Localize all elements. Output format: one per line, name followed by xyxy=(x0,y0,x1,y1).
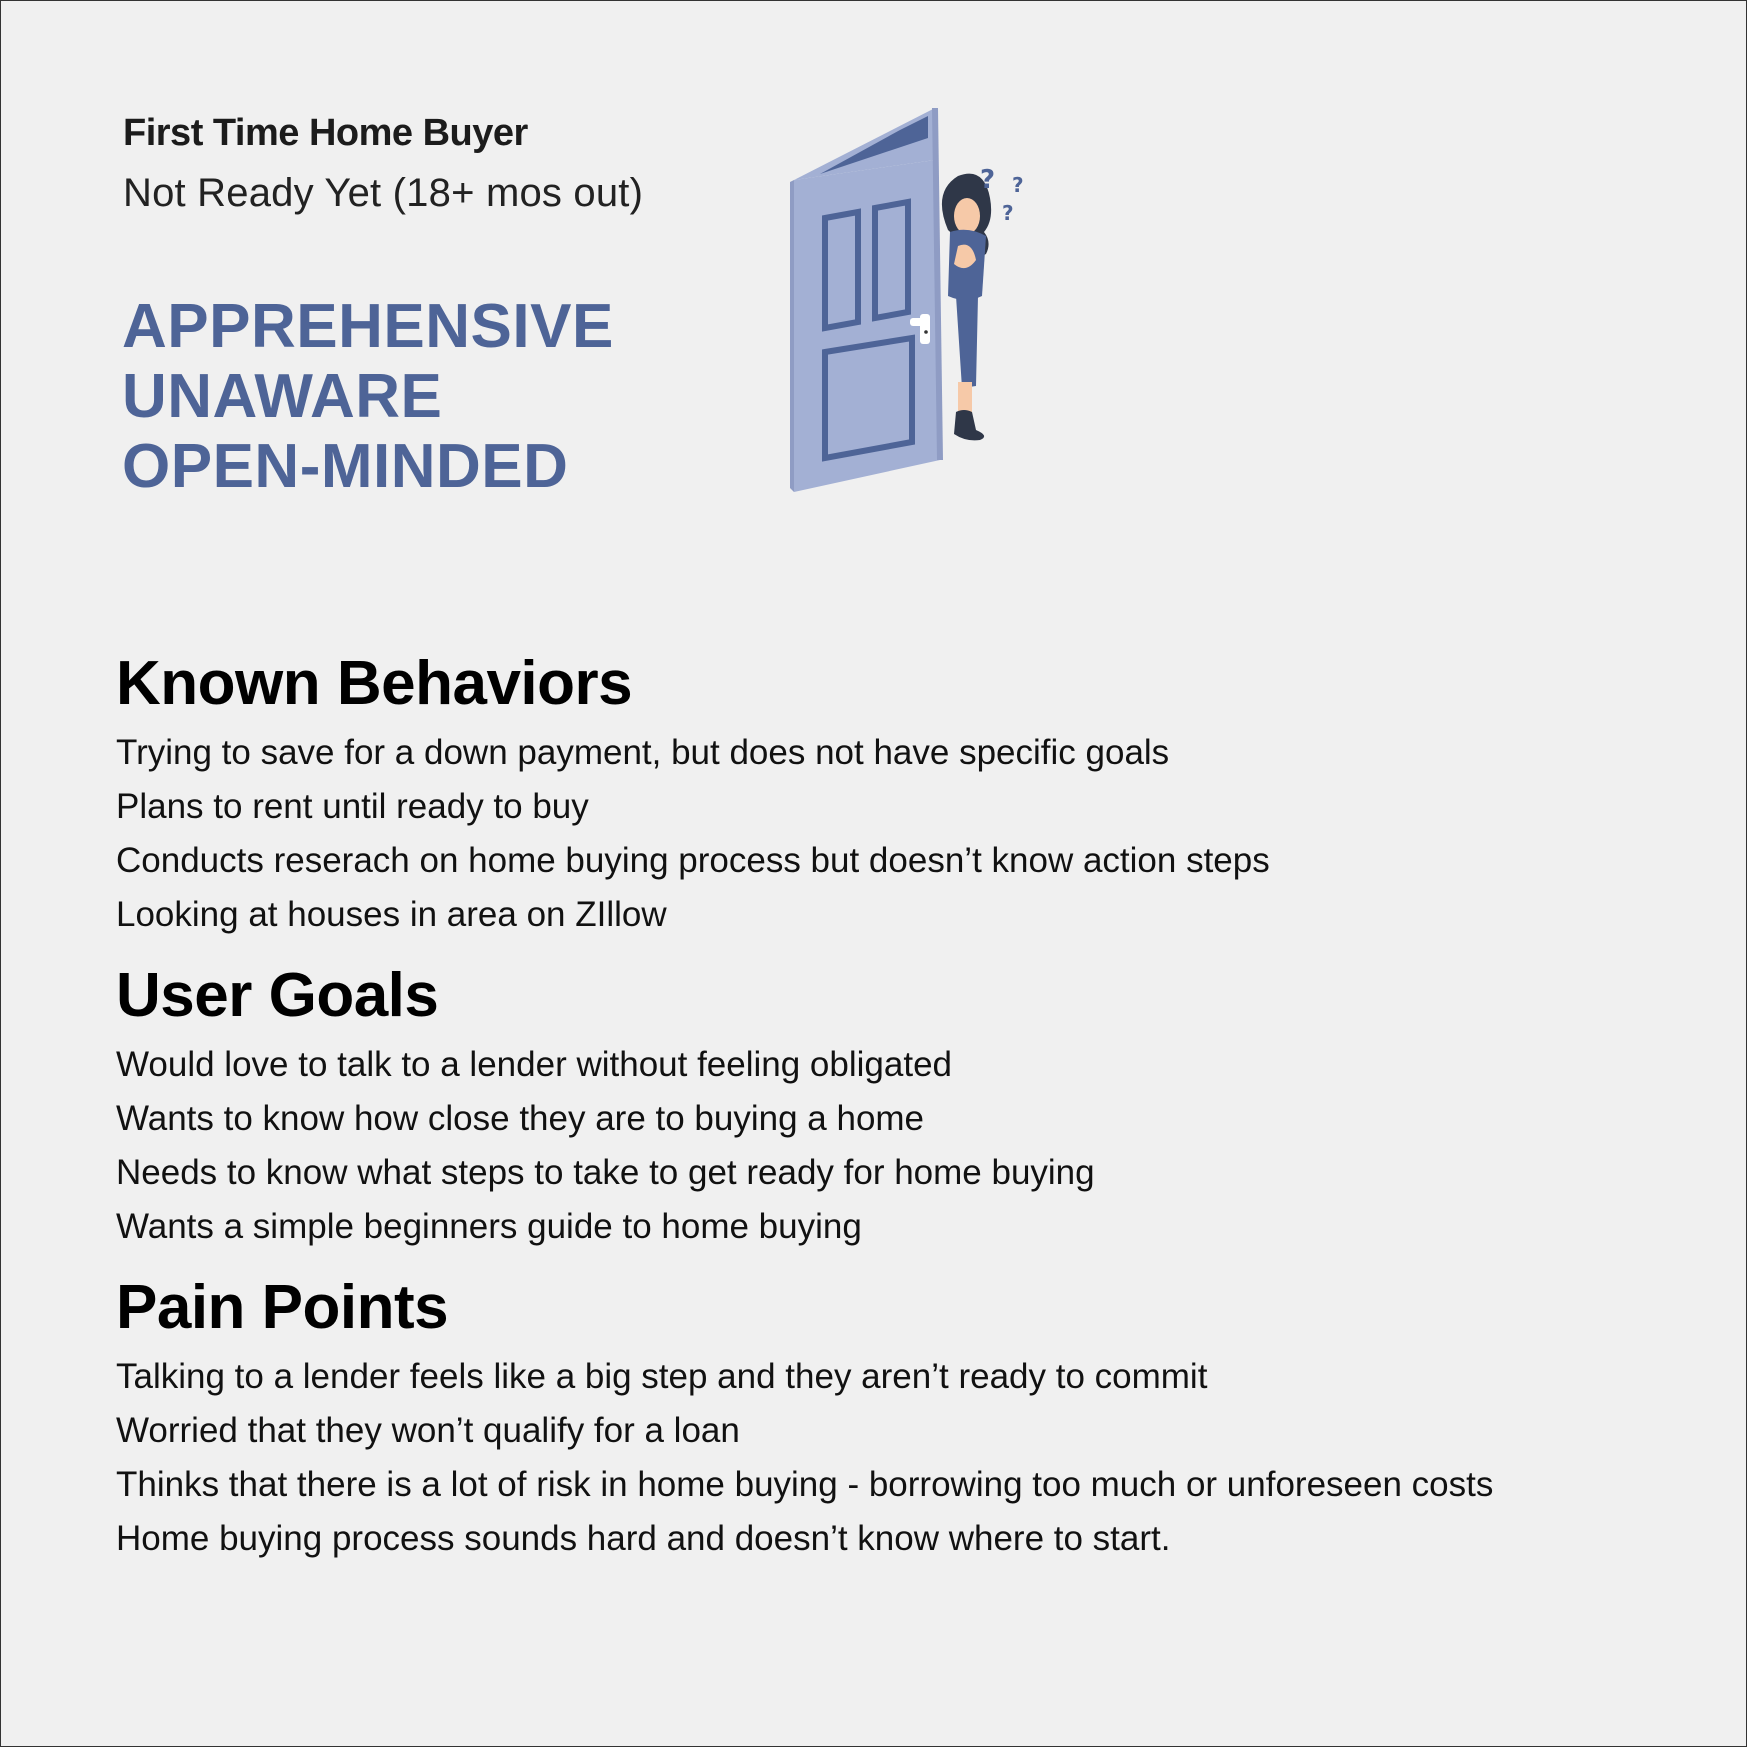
section-title: User Goals xyxy=(116,961,439,1030)
list-item: Would love to talk to a lender without feeling obligated xyxy=(116,1045,953,1084)
goals-list xyxy=(116,1038,1095,1254)
woman-peeking-behind-door-icon xyxy=(780,100,1060,500)
persona-type: First Time Home Buyer xyxy=(123,112,528,154)
svg-text:?: ? xyxy=(980,165,996,195)
svg-text:?: ? xyxy=(1012,173,1024,197)
list-item: Home buying process sounds hard and doesn’t know where to start. xyxy=(116,1519,1171,1558)
list-item: Worried that they won’t qualify for a loan xyxy=(116,1411,740,1450)
list-item: Trying to save for a down payment, but does not have specific goals xyxy=(116,733,1170,772)
user-goals-section xyxy=(116,960,1095,1254)
pain-points-section xyxy=(116,1272,1493,1566)
trait-item: OPEN-MINDED xyxy=(122,432,569,501)
list-item: Conducts reserach on home buying process but doesn’t know action steps xyxy=(116,841,1270,880)
trait-item: UNAWARE xyxy=(122,362,443,431)
trait-item: APPREHENSIVE xyxy=(122,292,614,361)
list-item: Looking at houses in area on ZIllow xyxy=(116,895,667,934)
section-title: Known Behaviors xyxy=(116,649,633,718)
list-item: Wants a simple beginners guide to home buying xyxy=(116,1207,862,1246)
known-behaviors-section xyxy=(116,648,1270,942)
svg-text:?: ? xyxy=(1002,201,1014,225)
behaviors-list xyxy=(116,726,1270,942)
list-item: Plans to rent until ready to buy xyxy=(116,787,589,826)
list-item: Talking to a lender feels like a big step and they aren’t ready to commit xyxy=(116,1357,1208,1396)
list-item: Wants to know how close they are to buying a home xyxy=(116,1099,925,1138)
list-item: Thinks that there is a lot of risk in home buying - borrowing too much or unforeseen costs xyxy=(116,1465,1494,1504)
list-item: Needs to know what steps to take to get ready for home buying xyxy=(116,1153,1095,1192)
persona-traits xyxy=(122,292,614,502)
persona-readiness: Not Ready Yet (18+ mos out) xyxy=(123,171,644,215)
pain-points-list xyxy=(116,1350,1493,1566)
section-title: Pain Points xyxy=(116,1273,449,1342)
